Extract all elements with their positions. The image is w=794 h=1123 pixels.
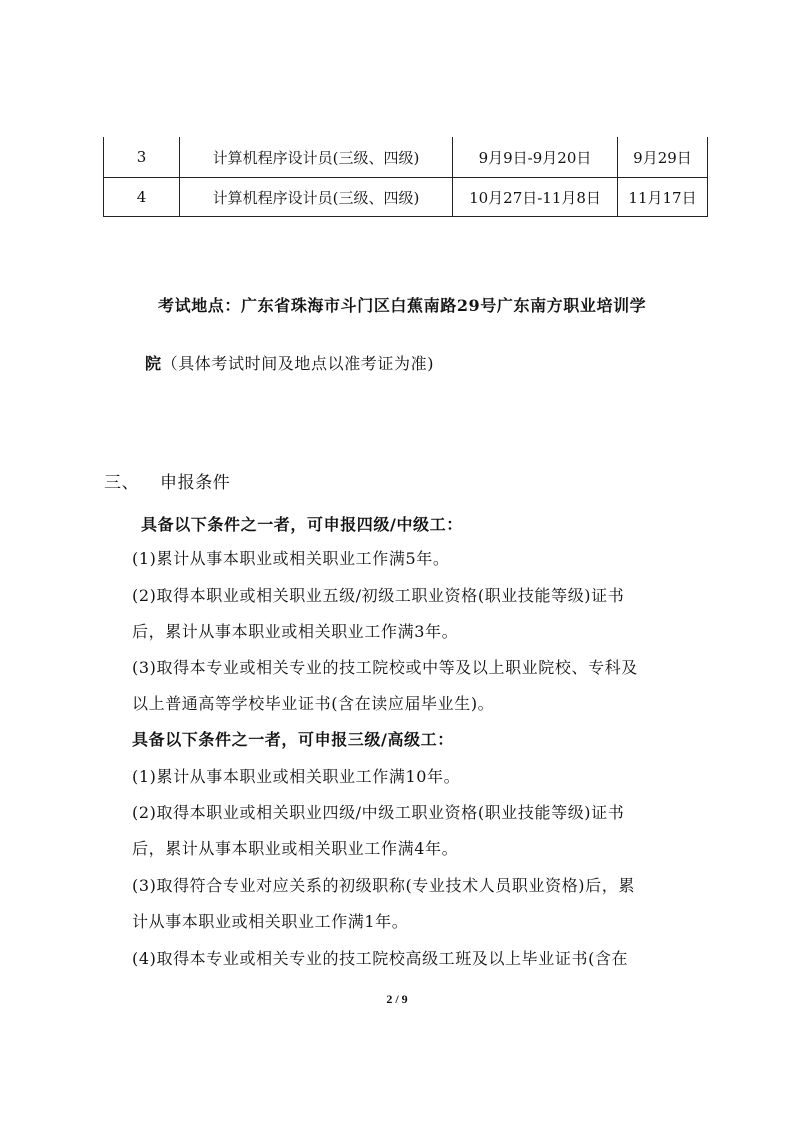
registration-period-cell: 10月27日-11月8日 [453,178,618,217]
page-number: 2 / 9 [386,992,408,1006]
row-number: 3 [104,137,180,178]
level4-item-2: (2)取得本职业或相关职业五级/初级工职业资格(职业技能等级)证书 [132,586,625,605]
exam-location [158,293,646,316]
table-row [104,137,708,178]
schedule-table [103,137,708,217]
table-row [104,178,708,217]
exam-location-address: 广东省珠海市斗门区白蕉南路29号广东南方职业培训学 [241,296,647,315]
section-number: 三、 [104,473,140,493]
level3-item-3-cont: 计从事本职业或相关职业工作满1年。 [132,912,409,931]
exam-location-continued [145,351,434,374]
exam-location-address-end: 院 [145,354,162,373]
exam-date-cell: 9月29日 [618,137,708,178]
level4-item-3: (3)取得本专业或相关专业的技工院校或中等及以上职业院校、专科及 [132,658,638,677]
level4-item-1: (1)累计从事本职业或相关职业工作满5年。 [132,549,450,568]
level4-heading: 具备以下条件之一者，可申报四级/中级工： [141,515,463,534]
registration-period-cell: 9月9日-9月20日 [453,137,618,178]
level3-item-2-cont: 后，累计从事本职业或相关职业工作满4年。 [132,839,459,858]
exam-location-note: （具体考试时间及地点以准考证为准) [161,354,435,373]
section-title: 申报条件 [160,473,231,493]
level3-heading: 具备以下条件之一者，可申报三级/高级工： [132,730,454,749]
exam-date-cell: 11月17日 [618,178,708,217]
occupation-cell: 计算机程序设计员(三级、四级) [180,178,453,217]
level3-item-4: (4)取得本专业或相关专业的技工院校高级工班及以上毕业证书(含在 [132,949,629,968]
level3-item-2: (2)取得本职业或相关职业四级/中级工职业资格(职业技能等级)证书 [132,803,625,822]
row-number: 4 [104,178,180,217]
level4-item-3-cont: 以上普通高等学校毕业证书(含在读应届毕业生)。 [132,694,495,713]
exam-location-label: 考试地点： [158,296,242,315]
level3-item-3: (3)取得符合专业对应关系的初级职称(专业技术人员职业资格)后，累 [132,876,635,895]
level3-item-1: (1)累计从事本职业或相关职业工作满10年。 [132,767,461,786]
occupation-cell: 计算机程序设计员(三级、四级) [180,137,453,178]
level4-item-2-cont: 后，累计从事本职业或相关职业工作满3年。 [132,622,459,641]
